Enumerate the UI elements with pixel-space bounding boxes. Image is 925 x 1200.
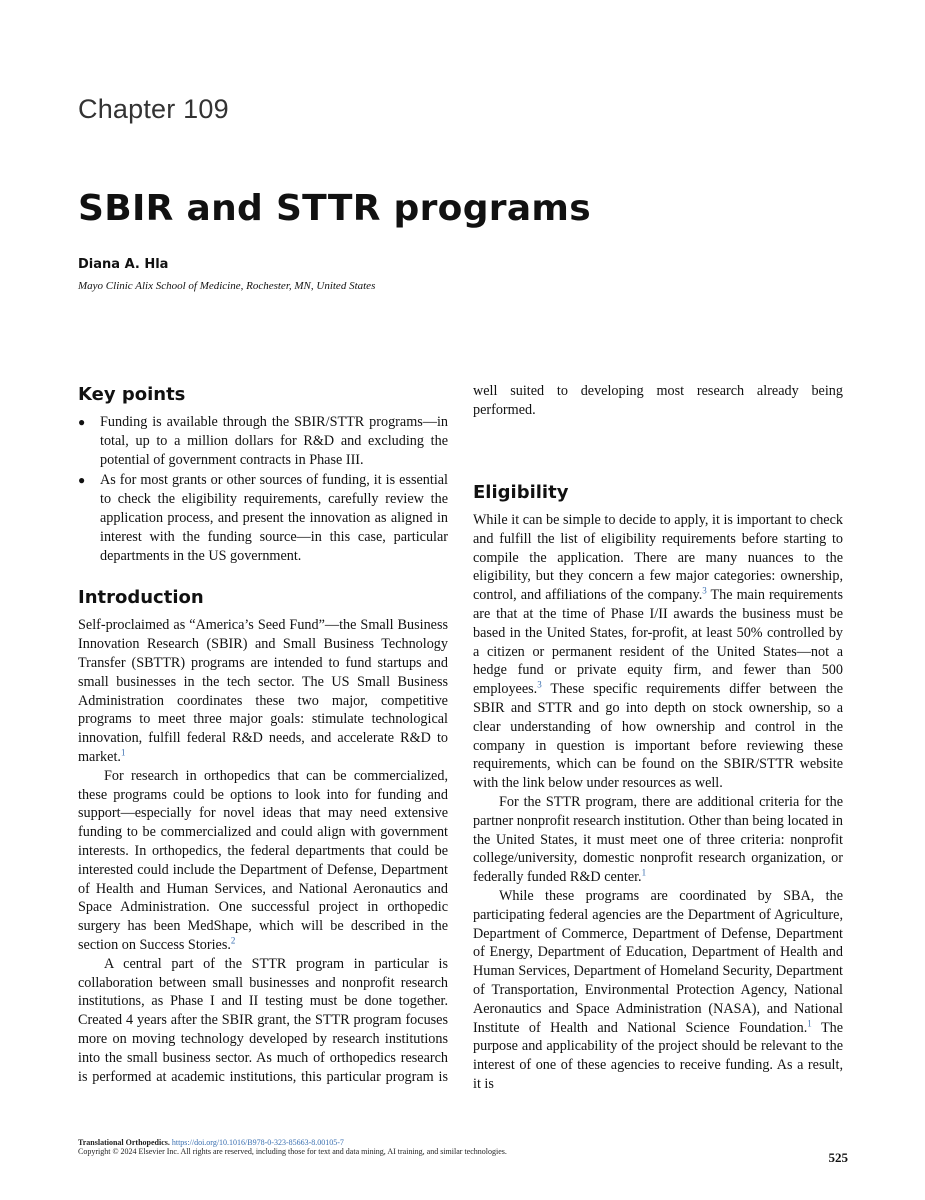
right-column: [473, 382, 843, 420]
left-column: [78, 384, 448, 1086]
reference-link[interactable]: 2: [230, 935, 236, 946]
introduction-paragraph: [78, 767, 448, 955]
chapter-label: Chapter 109: [78, 94, 229, 124]
key-point-text: Funding is available through the SBIR/STTR programs—in total, up to a million dollars for R&D and excluding the potential of government contracts in Phase III.: [100, 414, 448, 468]
citation-line: [78, 1138, 848, 1147]
eligibility-heading: Eligibility: [473, 482, 569, 503]
bullet-icon: ●: [78, 415, 86, 429]
paragraph-text: A central part of the STTR program in particular is collaboration between small businesses and nonprofit research institutions, as Phase I and II testing must be done together. Created 4 years after the SBIR grant, the STTR program focuses more on moving technology developed by research institutions into the small business sector. As much of orthopedics research is performed at academic institutions, this particular program is: [78, 955, 448, 1085]
introduction-paragraph: [78, 955, 448, 1087]
bullet-icon: ●: [78, 473, 86, 488]
reference-link[interactable]: 1: [120, 747, 126, 758]
key-points-list: [78, 413, 448, 565]
introduction-heading: Introduction: [78, 587, 204, 609]
eligibility-paragraph: [473, 793, 843, 887]
paragraph-text: Self-proclaimed as “America’s Seed Fund”—the Small Business Innovation Research (SBIR) and Small Business Technology Transfer (SBTTR) programs are intended to fund startups and small businesses in the tech sector. The US Small Business Administration coordinates these two major, competitive programs to meet three major goals: stimulate technological innovation, fulfill federal R&D needs, and accelerate R&D to market.: [78, 617, 448, 765]
page-footer: [78, 1138, 848, 1156]
introduction-paragraph-continued: well suited to developing most research already being performed.: [473, 383, 843, 418]
chapter-title: SBIR and STTR programs: [78, 188, 591, 229]
reference-link[interactable]: 1: [641, 867, 647, 878]
author-name: Diana A. Hla: [78, 257, 169, 272]
key-point-item: [78, 471, 448, 565]
reference-link[interactable]: 3: [537, 679, 542, 690]
key-points-heading: Key points: [78, 384, 186, 405]
reference-link[interactable]: 1: [807, 1017, 812, 1028]
key-point-text: As for most grants or other sources of funding, it is essential to check the eligibility requirements, carefully review the application process, and present the innovation as aligned in interest with the funding source—in this case, particular departments in the US government.: [100, 472, 448, 564]
eligibility-section: [473, 482, 843, 1094]
paragraph-text: For the STTR program, there are additional criteria for the partner nonprofit research institution. Other than being located in the United States, it must meet one of three criteria: nonprofit college/university, domestic nonprofit research organization, or federally funded R&D center.: [473, 793, 843, 886]
paragraph-text: While it can be simple to decide to apply, it is important to check and fulfill the list of eligibility requirements before starting to compile the application. There are many nuances to the eligibility, but they concern a few major categories: ownership, control, and affiliations of the company.: [473, 512, 843, 604]
paragraph-text: While these programs are coordinated by SBA, the participating federal agencies are the Department of Agriculture, Department of Commerce, Department of Defense, Department of Energy, Department of Education, Department of Health and Human Services, Department of Homeland Security, Department of Transportation, Environmental Protection Agency, National Aeronautics and Space Administration (NASA), and National Institute of Health and National Science Foundation.: [473, 887, 843, 1036]
reference-link[interactable]: 3: [702, 585, 707, 596]
author-affiliation: Mayo Clinic Alix School of Medicine, Rochester, MN, United States: [78, 280, 376, 292]
copyright-notice: Copyright © 2024 Elsevier Inc. All rights are reserved, including those for text and data mining, AI training, and similar technologies.: [78, 1147, 507, 1156]
paragraph-text: These specific requirements differ between the SBIR and STTR and go into depth on stock ownership, so a clear understanding of how ownership and control in the company in question is important before reviewing these requirements, which can be found on the SBIR/STTR website with the link below under resources as well.: [473, 681, 843, 792]
paragraph-text: The main requirements are that at the time of Phase I/II awards the business must be based in the United States, for-profit, at least 50% controlled by a citizen or permanent resident of the United States—not a hedge fund or private equity firm, and fewer than 500 employees.: [473, 587, 844, 698]
journal-name: Translational Orthopedics.: [78, 1138, 170, 1147]
introduction-paragraph: [78, 616, 448, 766]
paragraph-text: The purpose and applicability of the project should be relevant to the interest of one of these agencies to receive funding. As a result, it is: [473, 1019, 843, 1092]
eligibility-paragraph: [473, 511, 843, 793]
doi-link[interactable]: https://doi.org/10.1016/B978-0-323-85663-8.00105-7: [171, 1138, 344, 1147]
eligibility-paragraph: [473, 887, 843, 1094]
page-number: 525: [828, 1150, 848, 1165]
key-point-item: [78, 413, 448, 469]
paragraph-text: For research in orthopedics that can be commercialized, these programs could be options to look into for funding and support—especially for novel ideas that may need extensive funding to be commercialized and could align with government interests. In orthopedics, the federal departments that could be interested could include the Department of Defense, Department of Health and Human Services, and National Aeronautics and Space Administration. One successful project in orthopedic surgery has been MedShape, which will be described in the section on Success Stories.: [78, 767, 448, 953]
